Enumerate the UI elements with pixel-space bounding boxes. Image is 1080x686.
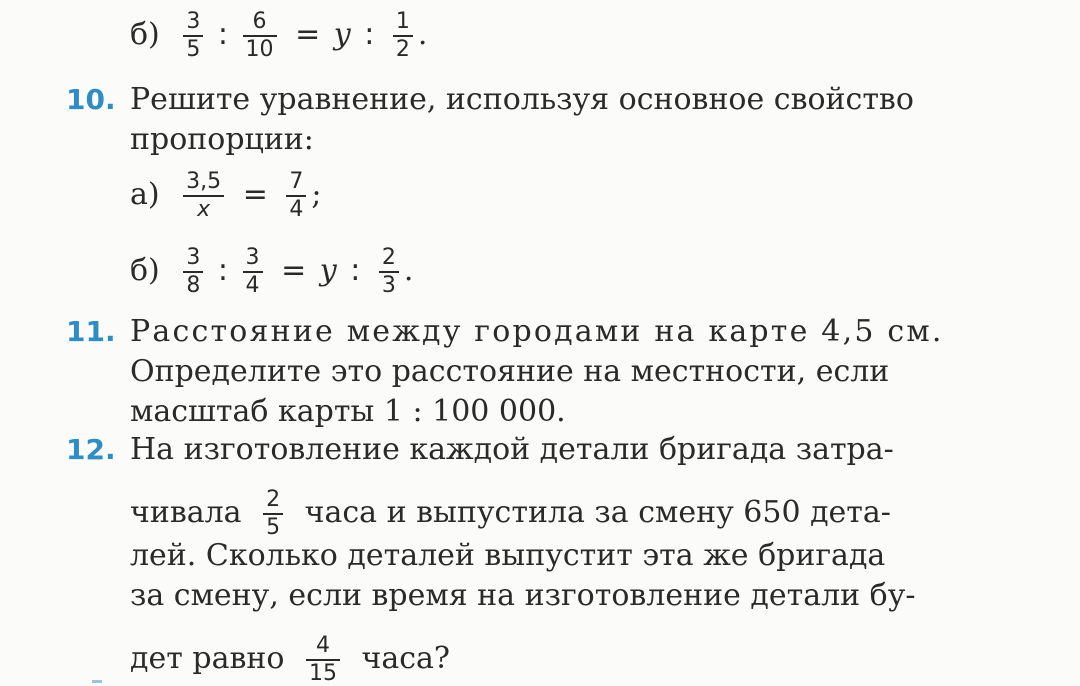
task10b-fraction-2: $\frac{3}{4}$ xyxy=(243,246,263,298)
item9b-line: б) $\frac{3}{5}$ : $\frac{6}{10}$ = y : $\frac{1}{2}$ . xyxy=(130,9,428,62)
task10b-fraction-3: $\frac{2}{3}$ xyxy=(379,246,399,298)
task11-text-line3: масштаб карты 1 : 100 000. xyxy=(130,394,566,429)
task12-number: 12. xyxy=(66,433,116,466)
item9b-fraction-2: $\frac{6}{10}$ xyxy=(243,10,277,62)
task10a-fraction-2: $\frac{7}{4}$ xyxy=(286,170,306,222)
task10b-variable: y xyxy=(319,253,337,288)
task12-text-line3: лей. Сколько деталей выпустит эта же бригада xyxy=(130,538,886,573)
task12-text-line5: дет равно $\frac{4}{15}$ часа? xyxy=(130,633,450,686)
next-item-marker-fragment xyxy=(92,680,102,683)
task11-text-line1: Расстояние между городами на карте 4,5 см. xyxy=(130,314,944,349)
task10-text-line1: Решите уравнение, используя основное свойство xyxy=(130,82,914,117)
item9b-fraction-1: $\frac{3}{5}$ xyxy=(183,10,203,62)
task12-text-line1: На изготовление каждой детали бригада затра- xyxy=(130,432,894,467)
task12-text-line2: чивала $\frac{2}{5}$ часа и выпустила за смену 650 дета- xyxy=(130,487,891,540)
task10b-label: б) xyxy=(130,253,160,288)
task12-fraction-1: $\frac{2}{5}$ xyxy=(263,488,283,540)
task10-number: 10. xyxy=(66,83,116,116)
task12-fraction-2: $\frac{4}{15}$ xyxy=(306,634,340,686)
task11-text-line2: Определите это расстояние на местности, если xyxy=(130,354,890,389)
task10b-line: б) $\frac{3}{8}$ : $\frac{3}{4}$ = y : $\frac{2}{3}$ . xyxy=(130,245,414,298)
task10a-fraction-1: $\frac{3,5}{x}$ xyxy=(183,170,224,222)
task10a-line: а) $\frac{3,5}{x}$ = $\frac{7}{4}$ ; xyxy=(130,169,322,222)
task10-text-line2: пропорции: xyxy=(130,122,314,157)
item9b-fraction-3: $\frac{1}{2}$ xyxy=(393,10,413,62)
item9b-variable: y xyxy=(333,17,351,52)
task12-text-line4: за смену, если время на изготовление детали бу- xyxy=(130,578,916,613)
item9b-label: б) xyxy=(130,17,160,52)
task10a-label: а) xyxy=(130,177,160,212)
task11-number: 11. xyxy=(66,315,116,348)
task10b-fraction-1: $\frac{3}{8}$ xyxy=(183,246,203,298)
